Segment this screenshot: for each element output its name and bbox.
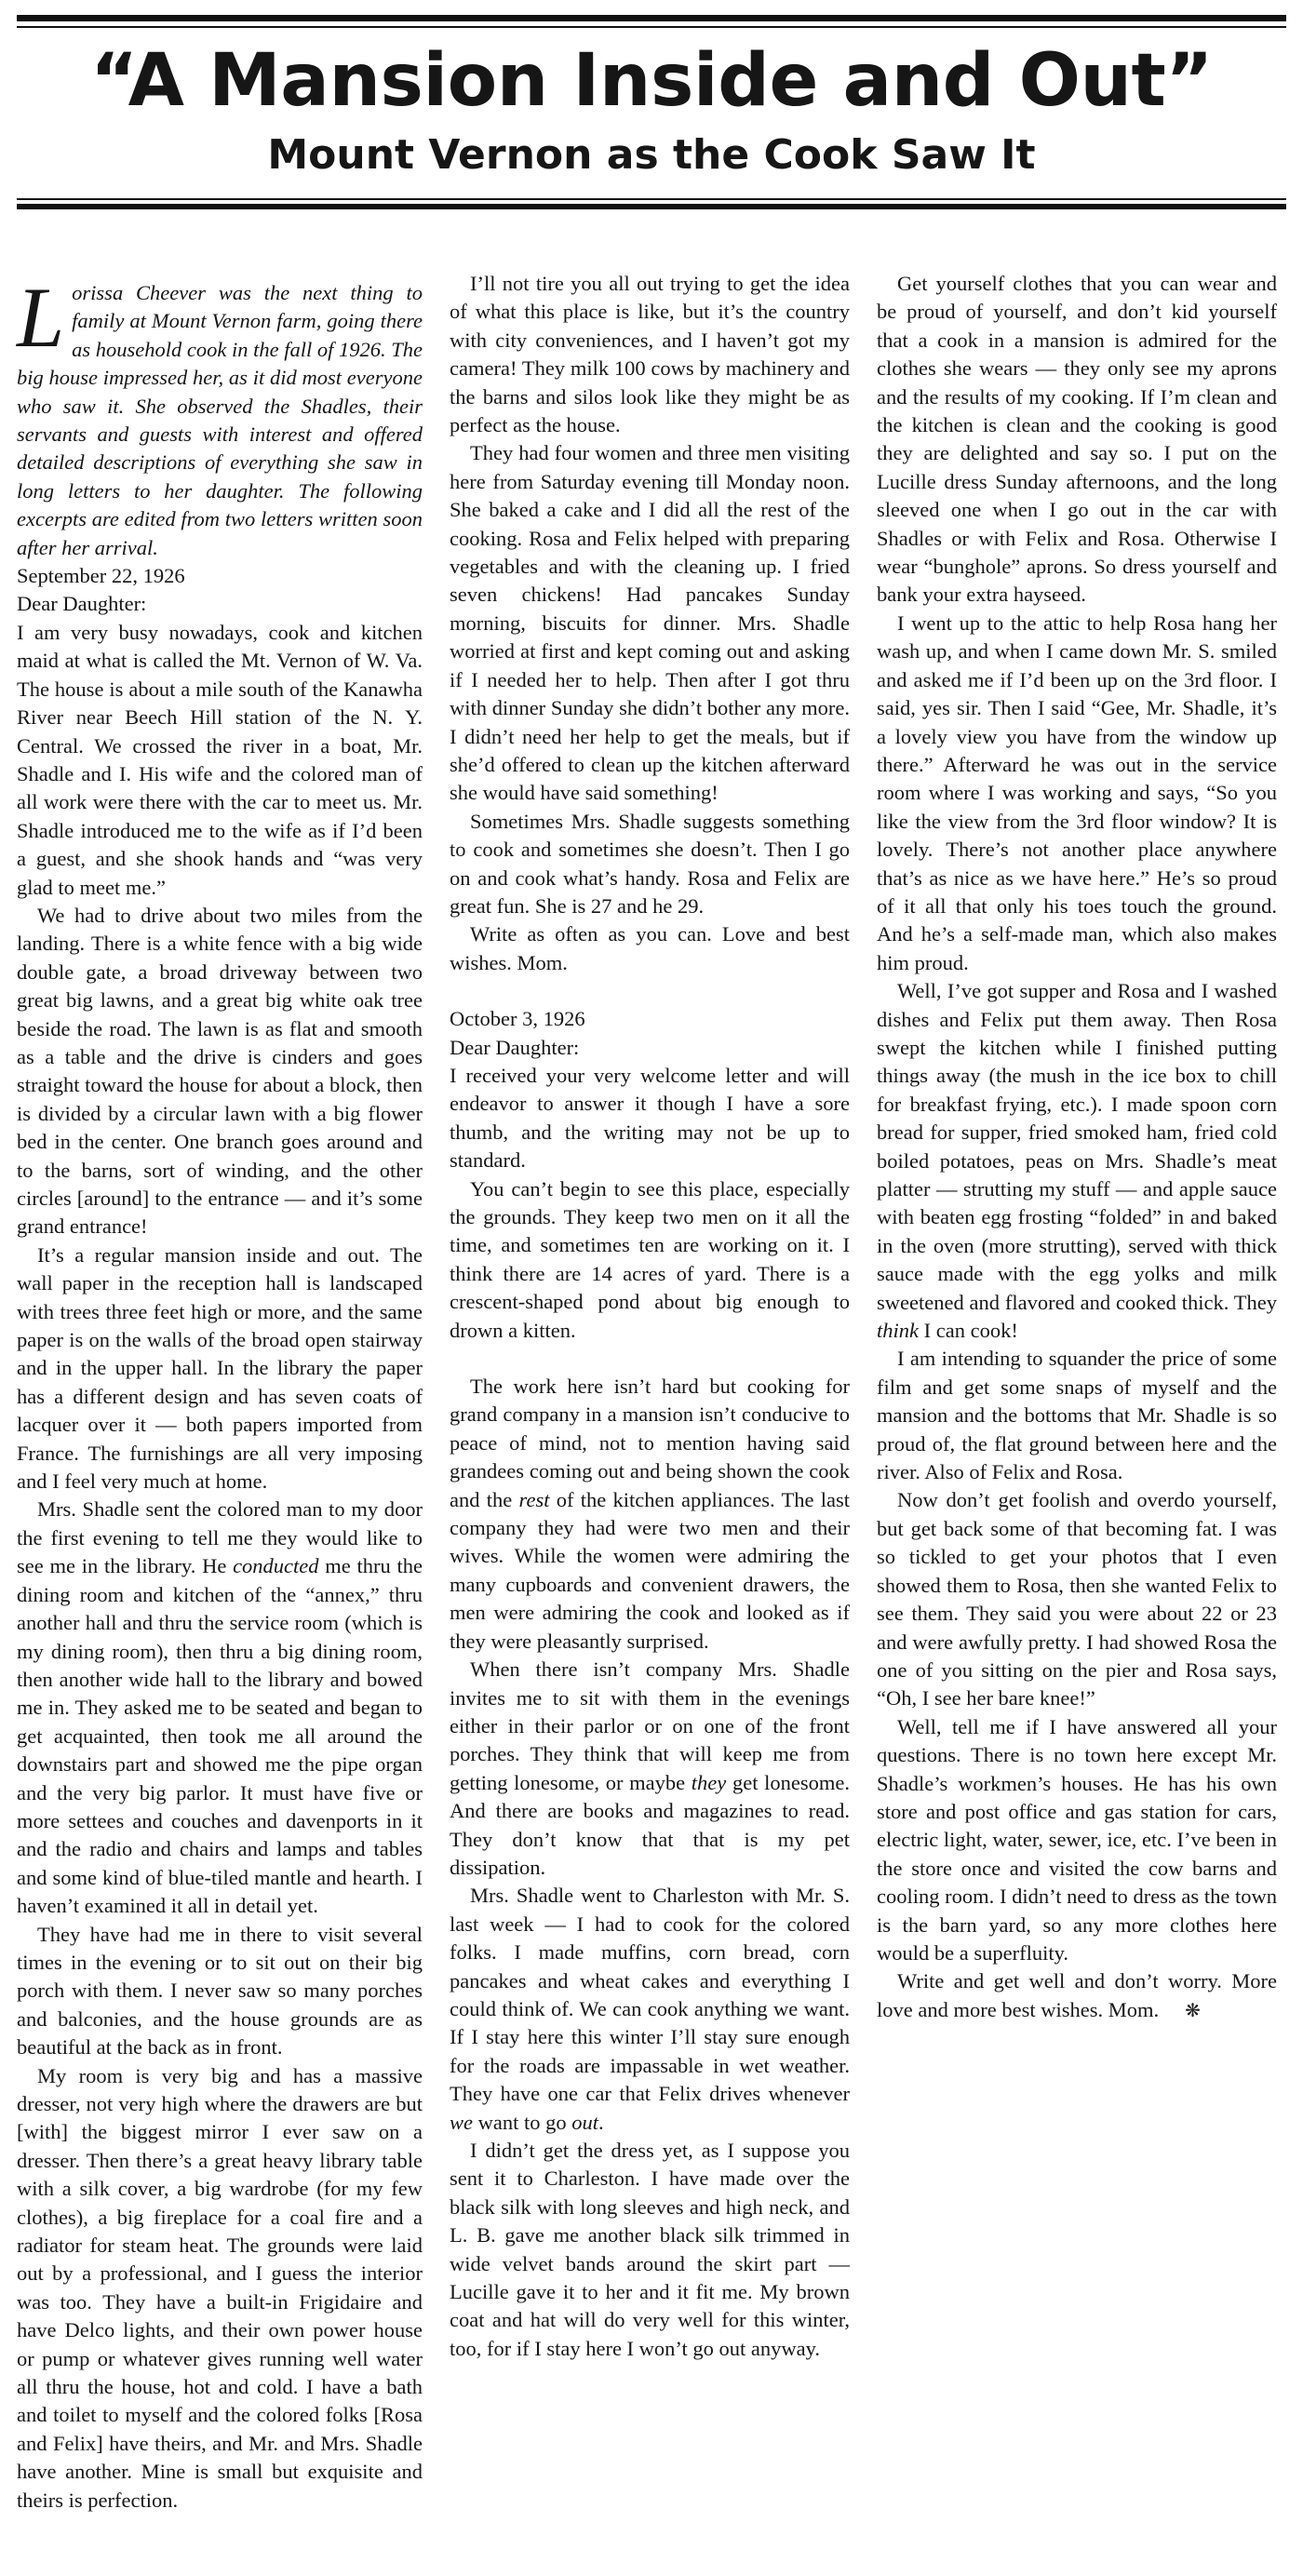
letter-1-paragraph: Write as often as you can. Love and best wishes. Mom.: [450, 922, 850, 974]
letter-1-paragraph: [17, 1496, 423, 1920]
italic-run: rest: [518, 1487, 550, 1511]
letter-1-paragraph: It’s a regular mansion inside and out. The wall paper in the reception hall is landscaped with trees three feet high or more, and the same paper is on the walls of the broad open stairway and in the upper hall. In the library the paper has a different design and has seven coats of lacquer over it — both papers imported from France. The furnishings are all very imposing and I feel very much at home.: [17, 1242, 423, 1494]
text-run: The work here isn’t hard but cooking for grand company in a mansion isn’t conducive to peace of mind, not to mention having said grandees coming out and being shown the cook and the: [450, 1375, 850, 1511]
italic-run: they: [691, 1770, 727, 1794]
text-run: Mrs. Shadle went to Charleston with Mr. S. last week — I had to cook for the colored folks. I made muffins, corn bread, corn pancakes and wheat cakes and everything I could think of. We can cook anything we want. If I stay here this winter I’ll stay sure enough for the roads are impassable in wet weather. They have one car that Felix drives whenever: [450, 1884, 850, 2106]
letter-2-paragraph: Well, tell me if I have answered all your questions. There is no town here except Mr. Shadle’s workmen’s houses. He has his own store and post office and gas station for cars, electric light, water, sewer, ice, etc. I’ve been in the store once and visited the cow barns and cooling room. I didn’t need to dress as the town is the barn yard, so any more clothes here would be a superfluity.: [877, 1714, 1277, 1965]
letter-1-paragraph: I’ll not tire you all out trying to get the idea of what this place is like, but it’s the country with city conveniences, and I haven’t got my camera! They milk 100 cows by machinery and the barns and silos look like they might be as perfect as the house.: [450, 272, 850, 437]
italic-run: we: [450, 2110, 473, 2134]
header-rule-thin: [17, 26, 1286, 28]
text-run: When there isn’t company Mrs. Shadle invites me to sit with them in the evenings either in their parlor or on one of the front porches. They think that will keep me from getting lonesome, or maybe: [450, 1657, 850, 1794]
text-run: Mrs. Shadle sent the colored man to my door the first evening to tell me they would like to see me in the library. He: [17, 1497, 423, 1578]
end-sign-icon: ❋: [1185, 2000, 1201, 2021]
drop-cap: L: [17, 270, 65, 365]
italic-run: out: [571, 2110, 599, 2134]
letter-1-paragraph: I am very busy nowadays, cook and kitchen maid at what is called the Mt. Vernon of W. Va. The house is about a mile south of the Kanawha River near Beech Hill station of the N. Y. Central. We crossed the river in a boat, Mr. Shadle and I. His wife and the colored man of all work were there with the car to meet us. Mr. Shadle introduced me to the wife as if I’d been a guest, and she shook hands and “was very glad to meet me.”: [17, 620, 423, 899]
letter-1-paragraph: My room is very big and has a massive dresser, not very high where the drawers are but [with] the biggest mirror I ever saw on a dresser. Then there’s a great heavy library table with a silk cover, a big wardrobe (for my few clothes), a big fireplace for a coal fire and a radiator for steam heat. The grounds were laid out by a professional, and I guess the interior was too. They have a built-in Frigidaire and have Delco lights, and their own power house or pump or whatever gives running well water all thru the house, hot and cold. I have a bath and toilet to myself and the colored folks [Rosa and Felix] have theirs, and Mr. and Mrs. Shadle have another. Mine is small but exquisite and theirs is perfection.: [17, 2063, 423, 2512]
italic-run: conducted: [233, 1554, 319, 1578]
letter-2-salutation: Dear Daughter:: [450, 1035, 580, 1059]
italic-run: think: [877, 1319, 919, 1343]
letter-1-paragraph: Sometimes Mrs. Shadle suggests something to cook and sometimes she doesn’t. Then I go on and cook what’s handy. Rosa and Felix are great fun. She is 27 and he 29.: [450, 809, 850, 918]
letter-2-paragraph: [450, 1373, 850, 1656]
text-run: want to go: [473, 2110, 572, 2134]
text-run: Well, I’ve got supper and Rosa and I washed dishes and Felix put them away. Then Rosa swept the kitchen while I finished putting things away (the mush in the ice box to chill for breakfast frying, etc.). I made spoon corn bread for supper, fried smoked ham, fried cold boiled potatoes, peas on Mrs. Shadle’s meat platter — strutting my stuff — and apple sauce with beaten egg frosting “folded” in and baked in the oven (more strutting), served with thick sauce made with the egg yolks and milk sweetened and flavored and cooked thick. They: [877, 979, 1277, 1314]
letter-1-paragraph: We had to drive about two miles from the landing. There is a white fence with a big wide double gate, a broad driveway between two great big lawns, and a great big white oak tree beside the road. The lawn is as flat and smooth as a table and the drive is cinders and goes straight toward the house for about a block, then is divided by a circular lawn with a big flower bed in the center. One branch goes around and to the barns, sort of winding, and the other circles [around] to the entrance — and it’s some grand entrance!: [17, 903, 423, 1239]
article-subtitle: Mount Vernon as the Cook Saw It: [267, 131, 1036, 179]
letter-2-closing: [877, 1967, 1277, 2025]
letter-2-paragraph: [450, 1656, 850, 1882]
letter-2-paragraph: I received your very welcome letter and will endeavor to answer it though I have a sore thumb, and the writing may not be up to standard.: [450, 1063, 850, 1173]
intro-text: orissa Cheever was the next thing to family at Mount Vernon farm, going there as household cook in the fall of 1926. The big house impressed her, as it did most everyone who saw it. She observed the Shadles, their servants and guests with interest and offered detailed descriptions of everything she saw in long letters to her daughter. The following excerpts are edited from two letters written soon after her arrival.: [17, 281, 423, 559]
letter-2-paragraph: [877, 977, 1277, 1345]
column-1: [17, 270, 423, 2515]
text-run: me thru the dining room and kitchen of the “annex,” thru another hall and thru the service room (which is my dining room), then thru a big dining room, then another wide hall to the library and bowed me in. They asked me to be seated and began to get acquainted, then took me all around the downstairs part and showed me the pipe organ and the very big parlor. It must have five or more settees and couches and davenports in it and the radio and chairs and lamps and tables and some kind of blue-tiled mantle and hearth. I haven’t examined it all in detail yet.: [17, 1554, 423, 1918]
letter-2-paragraph: I went up to the attic to help Rosa hang her wash up, and when I came down Mr. S. smiled and asked me if I’d been up on the 3rd floor. I said, yes sir. Then I said “Gee, Mr. Shadle, it’s a lovely view you have from the window up there.” Afterward he was out in the service room where I was working and says, “So you like the view from the 3rd floor window? It is lovely. There’s not another place anywhere that’s as nice as we have here.” He’s so proud of it all that only his toes touch the ground. And he’s a self-made man, which also makes him proud.: [877, 610, 1277, 974]
letter-1-date: September 22, 1926: [17, 564, 185, 588]
column-3: [877, 270, 1277, 2025]
letter-2-paragraph: Now don’t get foolish and overdo yourself, but get back some of that becoming fat. I was so tickled to get your photos that I even showed them to Rosa, then she wanted Felix to see them. They said you were about 22 or 23 and were awfully pretty. I had showed Rosa the one of you sitting on the pier and Rosa says, “Oh, I see her bare knee!”: [877, 1488, 1277, 1711]
letter-2-paragraph: I am intending to squander the price of some film and get some snaps of myself and the mansion and the bottoms that Mr. Shadle is so proud of, the flat ground between here and the river. Also of Felix and Rosa.: [877, 1347, 1277, 1484]
letter-2-paragraph: You can’t begin to see this place, especially the grounds. They keep two men on it all the time, and sometimes ten are working on it. I think there are 14 acres of yard. There is a crescent-shaped pond about big enough to drown a kitten.: [450, 1176, 850, 1342]
letter-2-date: October 3, 1926: [450, 1007, 585, 1031]
letter-1-salutation: Dear Daughter:: [17, 592, 147, 616]
text-run: Write and get well and don’t worry. More love and more best wishes. Mom.: [877, 1969, 1277, 2021]
letter-2-paragraph: [450, 1882, 850, 2137]
intro-paragraph: [17, 270, 423, 562]
text-run: .: [598, 2110, 604, 2134]
text-run: I can cook!: [919, 1319, 1018, 1343]
letter-2-paragraph: Get yourself clothes that you can wear and be proud of yourself, and don’t kid yourself that a cook in a mansion is admired for the clothes she wears — they only see my aprons and the results of my cooking. If I’m clean and the kitchen is clean and the cooking is good they are delighted and say so. I put on the Lucille dress Sunday afternoons, and the long sleeved one when I go out in the car with Shadles or with Felix and Rosa. Otherwise I wear “bunghole” aprons. So dress yourself and bank your extra hayseed.: [877, 272, 1277, 607]
text-run: get lonesome. And there are books and magazines to read. They don’t know that that is my pet dissipation.: [450, 1770, 850, 1879]
letter-2-paragraph: I didn’t get the dress yet, as I suppose you sent it to Charleston. I have made over the black silk with long sleeves and high neck, and L. B. gave me another black silk trimmed in wide velvet bands around the skirt part — Lucille gave it to her and it fit me. My brown coat and hat will do very well for this winter, too, for if I stay here I won’t go out anyway.: [450, 2139, 850, 2360]
header-rule-thick: [17, 15, 1286, 21]
letter-1-paragraph: They have had me in there to visit several times in the evening or to sit out on their big porch with them. I never saw so many porches and balconies, and the house grounds are as beautiful at the back as in front.: [17, 1922, 423, 2059]
column-2: [450, 270, 850, 2363]
letter-1-paragraph: They had four women and three men visiting here from Saturday evening till Monday noon. She baked a cake and I did all the rest of the cooking. Rosa and Felix helped with preparing vegetables and with the cleaning up. I fried seven chickens! Had pancakes Sunday morning, biscuits for dinner. Mrs. Shadle worried at first and kept coming out and asking if I needed her to help. Then after I got thru with dinner Sunday she didn’t bother any more. I didn’t need her help to get the meals, but if she’d offered to clean up the kitchen afterward she would have said something!: [450, 441, 850, 805]
article-title: “A Mansion Inside and Out”: [89, 39, 1214, 123]
title-rule-thick: [17, 204, 1286, 209]
text-run: of the kitchen appliances. The last company they had were two men and their wives. While the women were admiring the many cupboards and convenient drawers, the men were admiring the cook and looked as if they were pleasantly surprised.: [450, 1487, 850, 1653]
title-rule-thin: [17, 198, 1286, 200]
